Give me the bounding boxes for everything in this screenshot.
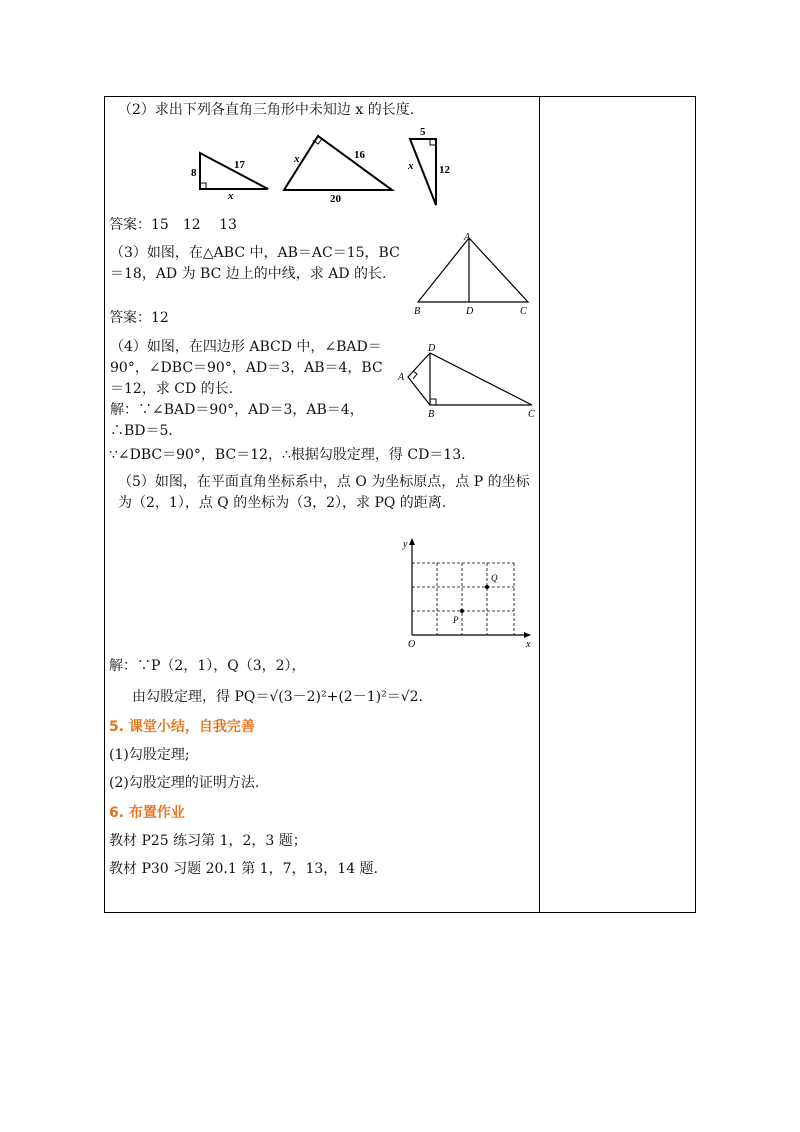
q5-solution-line2: 由勾股定理，得 PQ＝√(3－2)²+(2－1)²＝√2.: [132, 689, 423, 705]
tri3-top: 5: [420, 126, 426, 138]
q4-label-b: B: [428, 409, 435, 420]
section-6-item-1: 教材 P25 练习第 1，2，3 题；: [109, 833, 307, 849]
quadrilateral-abcd-figure: [396, 343, 538, 421]
q3-label-a: A: [464, 232, 471, 243]
triangle-figure-3: [402, 125, 452, 207]
tri2-x: x: [294, 153, 300, 165]
q4-label-d: D: [428, 343, 436, 354]
q2-answer: 答案：15 12 13: [109, 217, 237, 233]
q3-label-c: C: [520, 306, 527, 317]
section-5-heading: 5. 课堂小结，自我完善: [109, 719, 255, 735]
section-6-item-2: 教材 P30 习题 20.1 第 1，7，13，14 题.: [109, 861, 379, 877]
q3-label-d: D: [466, 306, 474, 317]
point-q-label: Q: [491, 573, 498, 583]
q4-solution-line1: 解：∵∠BAD＝90°，AD＝3，AB＝4，∴BD＝5.: [110, 402, 364, 439]
section-5-item-2: (2)勾股定理的证明方法.: [109, 775, 260, 791]
column-divider: [539, 97, 540, 912]
q3-label-b: B: [414, 306, 421, 317]
q4-solution-line2: ∵∠DBC＝90°，BC＝12，∴根据勾股定理，得 CD＝13.: [109, 447, 466, 463]
section-6-heading: 6. 布置作业: [109, 805, 185, 821]
coordinate-grid-figure: [398, 535, 536, 651]
q3-answer: 答案：12: [109, 310, 169, 326]
tri1-x: x: [228, 190, 234, 202]
point-p-label: P: [453, 615, 459, 625]
point-q: [485, 585, 489, 589]
tri1-side-a: 8: [191, 167, 197, 179]
triangle-abc-figure: [412, 232, 538, 318]
q3-prompt: （3）如图，在△ABC 中，AB＝AC＝15，BC＝18，AD 为 BC 边上的中线，求 AD 的长.: [110, 245, 400, 282]
q5-solution-line1: 解：∵P（2，1），Q（3，2），: [109, 658, 306, 674]
q4-label-c: C: [528, 409, 535, 420]
triangle-figure-2: [280, 130, 398, 204]
axis-label-y: y: [403, 539, 408, 550]
tri3-x: x: [408, 160, 414, 172]
triangle-figure-1: [190, 145, 275, 202]
q5-prompt: （5）如图，在平面直角坐标系中，点 O 为坐标原点，点 P 的坐标为（2，1），点 Q 的坐标为（3，2），求 PQ 的距离.: [118, 474, 530, 511]
q2-prompt: （2）求出下列各直角三角形中未知边 x 的长度.: [118, 102, 415, 118]
q4-label-a: A: [398, 372, 405, 383]
section-5-item-1: (1)勾股定理;: [109, 747, 190, 763]
tri2-hypotenuse: 20: [330, 193, 341, 205]
tri1-hypotenuse: 17: [234, 159, 245, 171]
origin-label: O: [408, 639, 416, 650]
point-p: [460, 609, 464, 613]
tri2-side: 16: [354, 149, 365, 161]
axis-label-x: x: [526, 639, 531, 650]
tri3-side: 12: [439, 164, 450, 176]
q4-prompt: （4）如图，在四边形 ABCD 中，∠BAD＝90°，∠DBC＝90°，AD＝3，AB＝4，BC＝12，求 CD 的长.: [110, 339, 383, 397]
